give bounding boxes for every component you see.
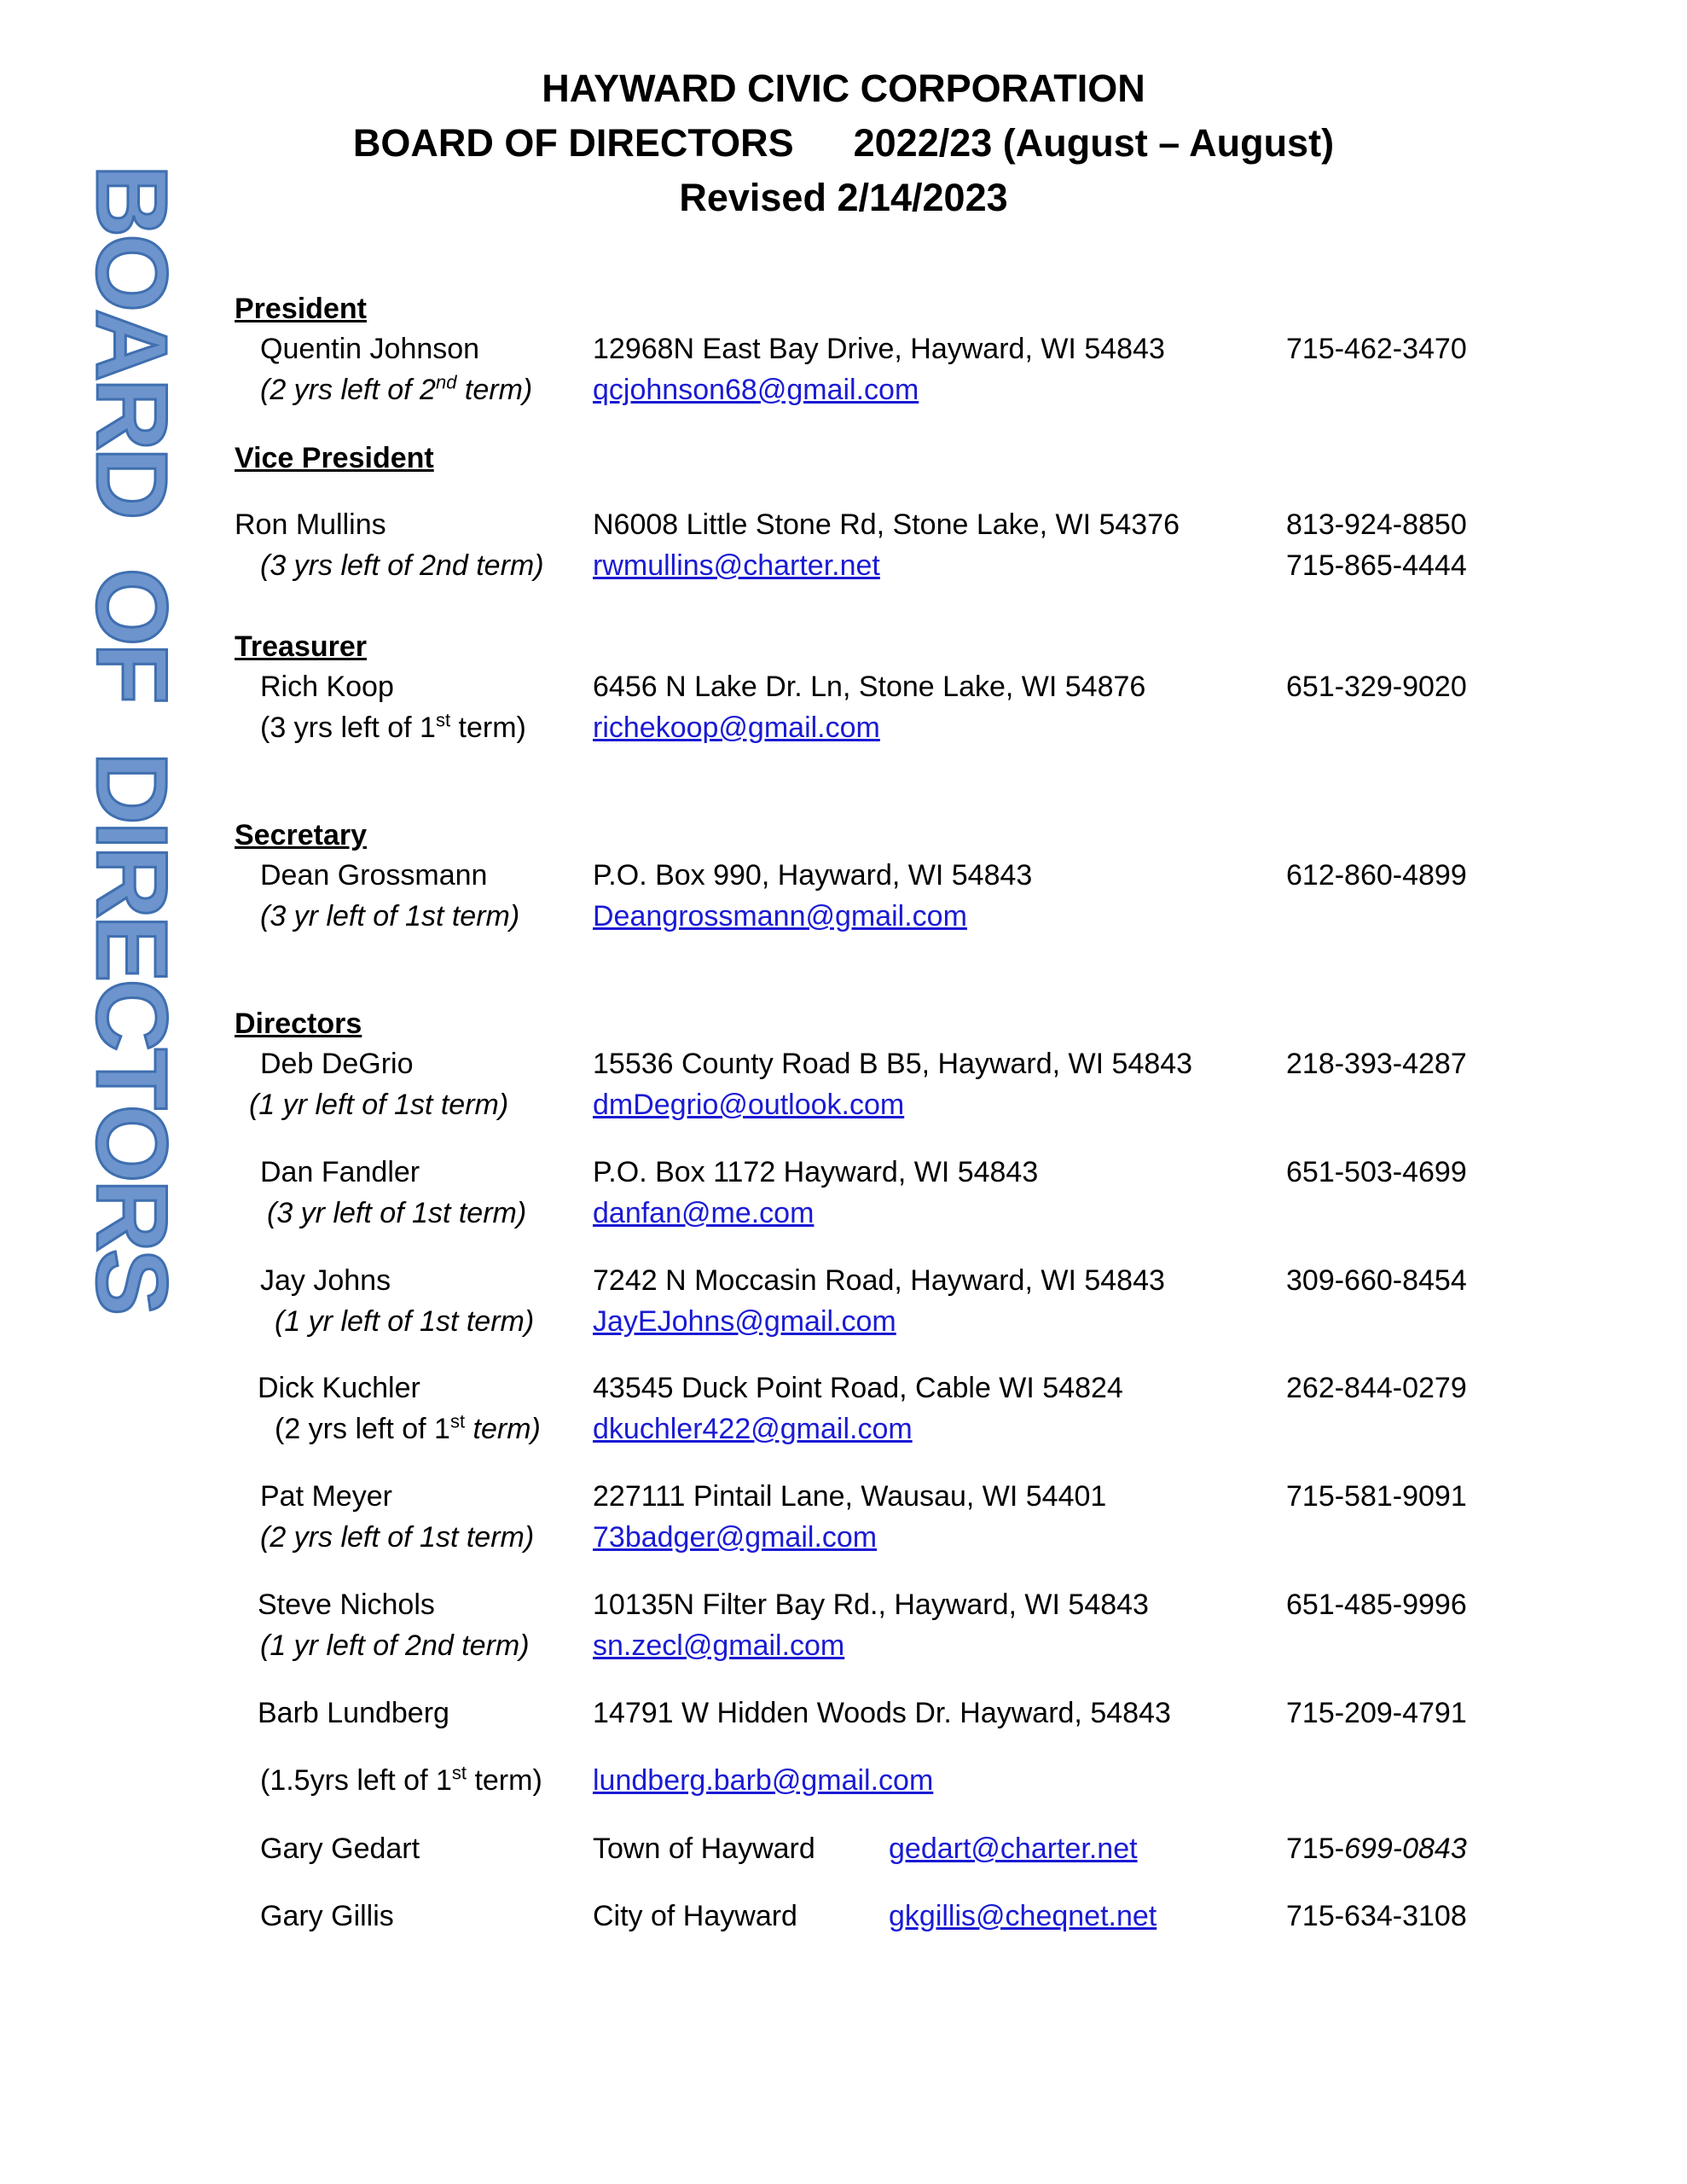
director-steve-address: 10135N Filter Bay Rd., Hayward, WI 54843 <box>593 1589 1149 1621</box>
president-address: 12968N East Bay Drive, Hayward, WI 54843 <box>593 333 1165 365</box>
director-barb-term: (1.5yrs left of 1st term) <box>260 1762 542 1797</box>
director-jay-term: (1 yr left of 1st term) <box>275 1305 535 1338</box>
director-jay-email-link[interactable]: JayEJohns@gmail.com <box>593 1305 896 1338</box>
vice-president-email-link[interactable]: rwmullins@charter.net <box>593 549 880 582</box>
section-president: President <box>235 293 367 325</box>
document-header <box>0 61 1687 225</box>
director-gillis-name: Gary Gillis <box>260 1900 394 1932</box>
director-barb-name: Barb Lundberg <box>258 1697 449 1729</box>
director-barb-address: 14791 W Hidden Woods Dr. Hayward, 54843 <box>593 1697 1171 1729</box>
director-pat-phone: 715-581-9091 <box>1286 1480 1467 1513</box>
vice-president-name: Ron Mullins <box>235 508 386 541</box>
vertical-board-title <box>75 165 188 1313</box>
president-email-link[interactable]: qcjohnson68@gmail.com <box>593 374 919 406</box>
director-barb-email-link[interactable]: lundberg.barb@gmail.com <box>593 1764 934 1797</box>
director-steve-phone: 651-485-9996 <box>1286 1589 1467 1621</box>
director-pat-email-link[interactable]: 73badger@gmail.com <box>593 1521 878 1554</box>
term-years: 2022/23 (August – August) <box>853 121 1335 165</box>
director-dan-name: Dan Fandler <box>260 1156 420 1188</box>
section-secretary: Secretary <box>235 819 368 851</box>
vertical-word-board: BOARD <box>75 165 188 517</box>
director-dan-address: P.O. Box 1172 Hayward, WI 54843 <box>593 1156 1039 1188</box>
president-phone: 715-462-3470 <box>1286 333 1467 365</box>
director-dick-phone: 262-844-0279 <box>1286 1372 1467 1404</box>
director-gedart-phone: 715-699-0843 <box>1286 1833 1467 1865</box>
secretary-name: Dean Grossmann <box>260 859 488 892</box>
vice-president-phone-2: 715-865-4444 <box>1286 549 1467 582</box>
director-deb-address: 15536 County Road B B5, Hayward, WI 54843 <box>593 1048 1193 1080</box>
vertical-word-directors: DIRECTORS <box>75 752 188 1313</box>
director-dan-phone: 651-503-4699 <box>1286 1156 1467 1188</box>
vice-president-term: (3 yrs left of 2nd term) <box>260 549 544 582</box>
revised-date: Revised 2/14/2023 <box>679 176 1008 219</box>
director-barb-phone: 715-209-4791 <box>1286 1697 1467 1729</box>
director-dan-email-link[interactable]: danfan@me.com <box>593 1197 815 1229</box>
director-deb-name: Deb DeGrio <box>260 1048 414 1080</box>
director-deb-email-link[interactable]: dmDegrio@outlook.com <box>593 1089 905 1121</box>
director-gillis-org: City of Hayward <box>593 1900 797 1932</box>
board-title: BOARD OF DIRECTORS <box>352 121 794 165</box>
secretary-email-link[interactable]: Deangrossmann@gmail.com <box>593 900 967 932</box>
secretary-term: (3 yr left of 1st term) <box>260 900 520 932</box>
director-gedart-email-link[interactable]: gedart@charter.net <box>889 1833 1138 1865</box>
director-dan-term: (3 yr left of 1st term) <box>267 1197 527 1229</box>
director-jay-phone: 309-660-8454 <box>1286 1264 1467 1297</box>
director-dick-address: 43545 Duck Point Road, Cable WI 54824 <box>593 1372 1123 1404</box>
secretary-phone: 612-860-4899 <box>1286 859 1467 892</box>
treasurer-email-link[interactable]: richekoop@gmail.com <box>593 712 880 744</box>
director-gillis-phone: 715-634-3108 <box>1286 1900 1467 1932</box>
vice-president-phone-1: 813-924-8850 <box>1286 508 1467 541</box>
treasurer-address: 6456 N Lake Dr. Ln, Stone Lake, WI 54876 <box>593 671 1146 703</box>
director-steve-term: (1 yr left of 2nd term) <box>260 1629 530 1662</box>
director-steve-email-link[interactable]: sn.zecl@gmail.com <box>593 1629 845 1662</box>
section-directors: Directors <box>235 1008 362 1040</box>
section-vice-president: Vice President <box>235 442 434 474</box>
director-jay-name: Jay Johns <box>260 1264 391 1297</box>
vertical-word-of: OF <box>75 567 188 701</box>
director-gedart-org: Town of Hayward <box>593 1833 815 1865</box>
director-pat-address: 227111 Pintail Lane, Wausau, WI 54401 <box>593 1480 1107 1513</box>
director-steve-name: Steve Nichols <box>258 1589 435 1621</box>
director-jay-address: 7242 N Moccasin Road, Hayward, WI 54843 <box>593 1264 1165 1297</box>
treasurer-phone: 651-329-9020 <box>1286 671 1467 703</box>
director-pat-name: Pat Meyer <box>260 1480 392 1513</box>
director-dick-term: (2 yrs left of 1st term) <box>275 1410 541 1445</box>
treasurer-name: Rich Koop <box>260 671 394 703</box>
director-pat-term: (2 yrs left of 1st term) <box>260 1521 535 1554</box>
org-name: HAYWARD CIVIC CORPORATION <box>542 67 1145 110</box>
director-dick-name: Dick Kuchler <box>258 1372 420 1404</box>
president-name: Quentin Johnson <box>260 333 480 365</box>
president-term: (2 yrs left of 2nd term) <box>260 371 533 406</box>
director-deb-term: (1 yr left of 1st term) <box>249 1089 509 1121</box>
director-dick-email-link[interactable]: dkuchler422@gmail.com <box>593 1413 913 1445</box>
director-deb-phone: 218-393-4287 <box>1286 1048 1467 1080</box>
board-term-line <box>0 116 1687 171</box>
vice-president-address: N6008 Little Stone Rd, Stone Lake, WI 54376 <box>593 508 1180 541</box>
secretary-address: P.O. Box 990, Hayward, WI 54843 <box>593 859 1033 892</box>
director-gedart-name: Gary Gedart <box>260 1833 420 1865</box>
section-treasurer: Treasurer <box>235 630 367 663</box>
treasurer-term: (3 yrs left of 1st term) <box>260 709 526 744</box>
director-gillis-email-link[interactable]: gkgillis@cheqnet.net <box>889 1900 1157 1932</box>
